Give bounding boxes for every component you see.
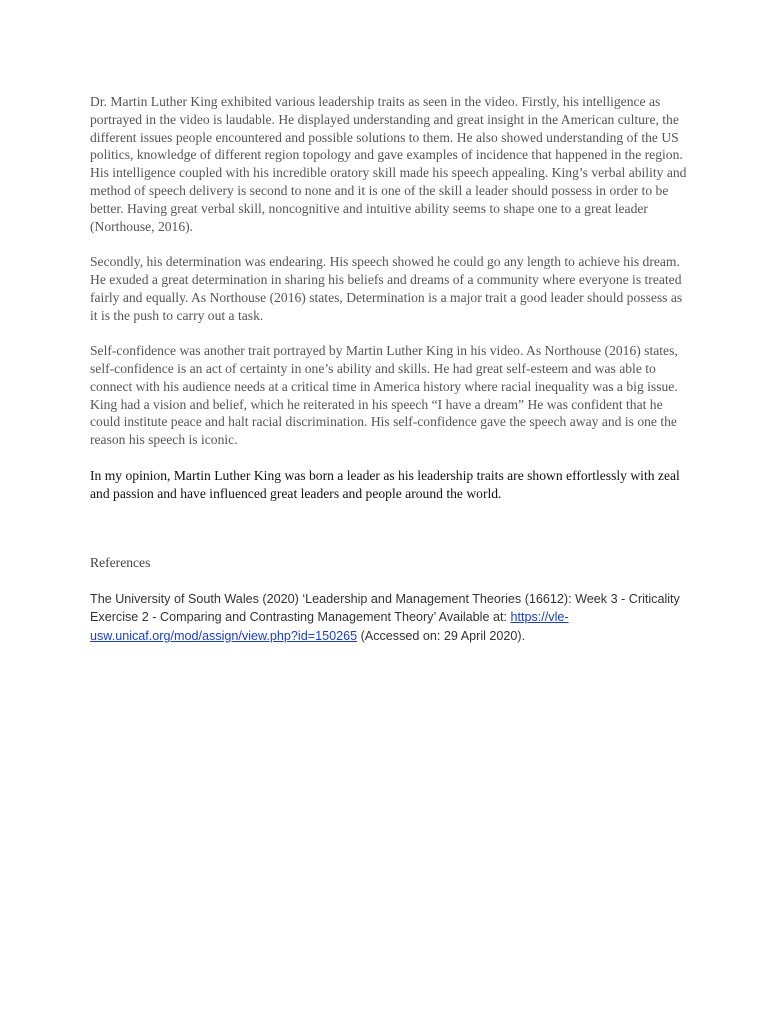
spacer xyxy=(90,520,690,554)
reference-text: The University of South Wales (2020) ‘Leadership and Management Theories (16612): Week 3 - Criticality Exercise 2 - Comparing and Contrasting Management Theory’ Available at: xyxy=(90,591,680,625)
reference-accessed: (Accessed on: 29 April 2020). xyxy=(357,628,526,643)
paragraph-intelligence: Dr. Martin Luther King exhibited various leadership traits as seen in the video. Firstly, his intelligence as portrayed in the video is laudable. He displayed understanding and great insight in the American culture, the different issues people encountered and possible solutions to them. He also showed understanding of the US politics, knowledge of different region topology and gave examples of incidence that happened in the region. His intelligence coupled with his incredible oratory skill made his speech appealing. King’s verbal ability and method of speech delivery is second to none and it is one of the skill a leader should possess in order to be better. Having great verbal skill, noncognitive and intuitive ability seems to shape one to a great leader (Northouse, 2016). xyxy=(90,94,687,234)
paragraph-self-confidence: Self-confidence was another trait portrayed by Martin Luther King in his video. As Northouse (2016) states, self-confidence is an act of certainty in one’s ability and skills. He had great self-esteem and was able to connect with his audience needs at a critical time in America history where racial inequality was a big issue. King had a vision and belief, which he reiterated in his speech “I have a dream” He was confident that he could institute peace and halt racial discrimination. His self-confidence gave the speech away and is one the reason his speech is iconic. xyxy=(90,343,678,448)
references-heading: References xyxy=(90,555,151,571)
paragraph-determination: Secondly, his determination was endearing. His speech showed he could go any length to achieve his dream. He exuded a great determination in sharing his beliefs and dreams of a community where everyone is treated fairly and equally. As Northouse (2016) states, Determination is a major trait a good leader should possess as it is the push to carry out a task. xyxy=(90,254,683,323)
reference-link[interactable]: https://vle-usw.unicaf.org/mod/assign/view.php?id=150265 xyxy=(90,610,569,643)
document-body xyxy=(90,93,690,645)
paragraph-opinion: In my opinion, Martin Luther King was born a leader as his leadership traits are shown effortlessly with zeal and passion and have influenced great leaders and people around the world. xyxy=(90,467,680,501)
reference-entry xyxy=(90,590,690,645)
